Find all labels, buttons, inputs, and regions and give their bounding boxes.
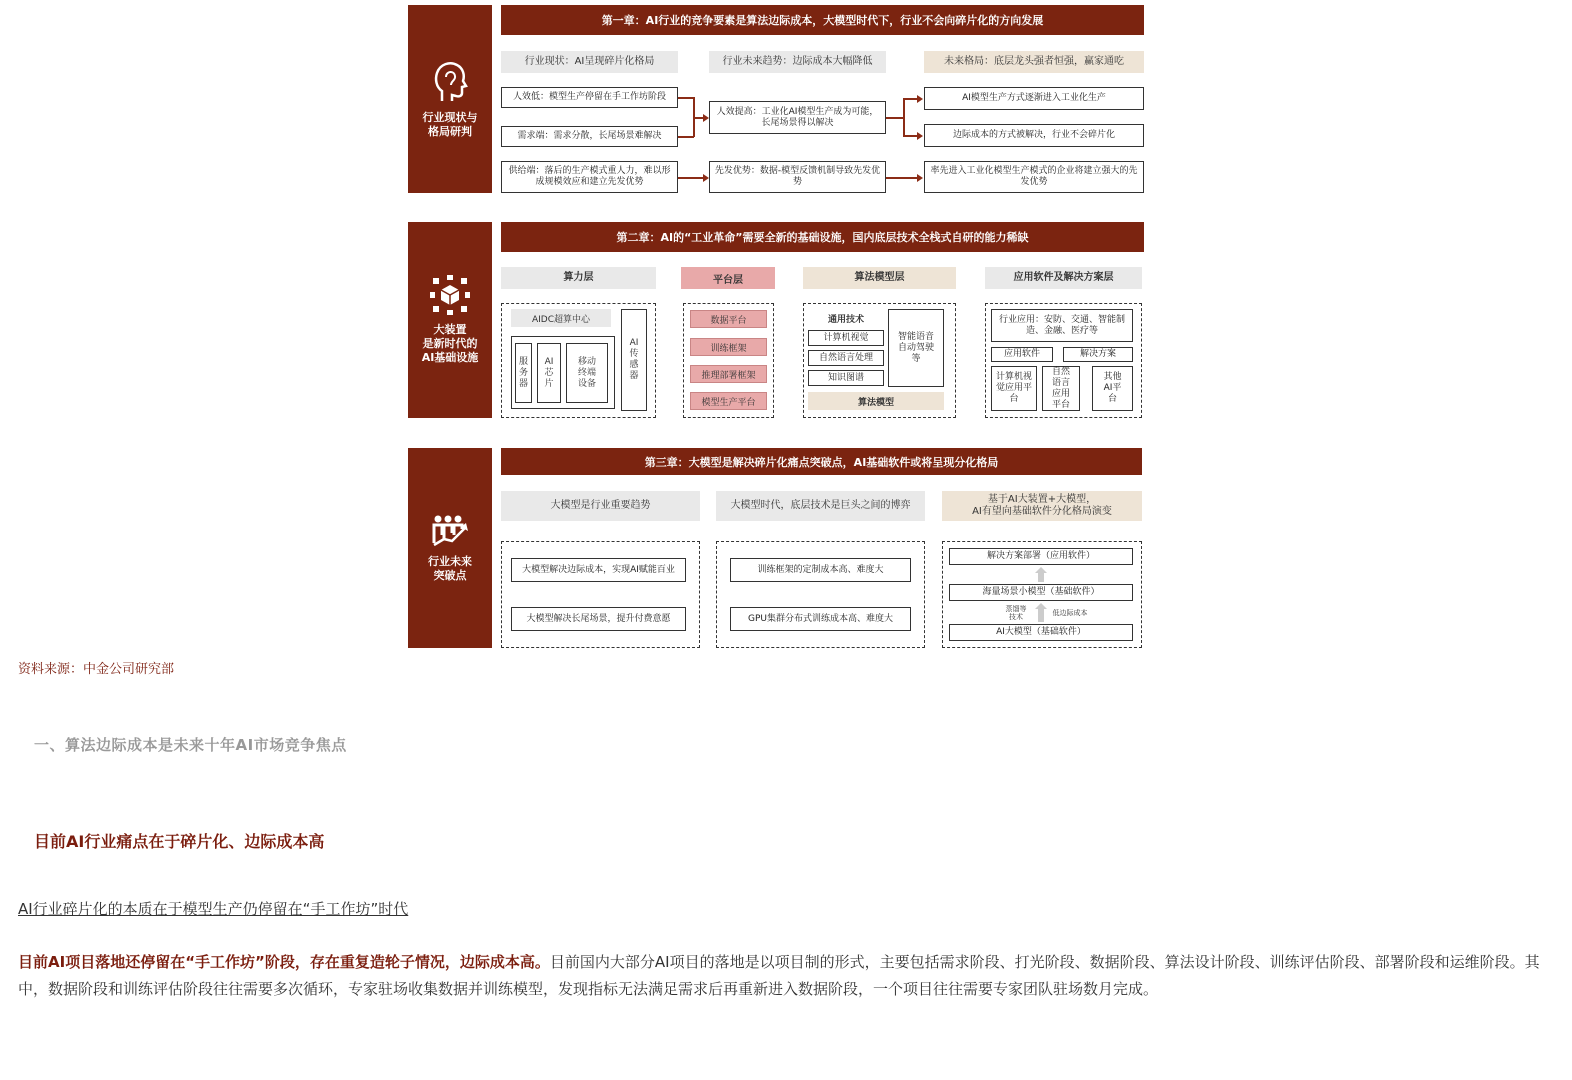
ch3-side-panel xyxy=(408,448,492,648)
ch1-left-box-3: 供给端：落后的生产模式重人力，难以形成规模效应和建立先发优势 xyxy=(501,161,678,193)
ch2-industry-box: 行业应用：安防、交通、智能制造、金融、医疗等 xyxy=(991,309,1133,342)
ch3-right-box-2: 海量场景小模型（基础软件） xyxy=(949,584,1133,601)
ch2-platform-item-3: 推理部署框架 xyxy=(690,365,767,383)
ch3-left-box-2: 大模型解决长尾场景，提升付费意愿 xyxy=(511,607,686,631)
ch2-algo-side-box: 智能语音自动驾驶等 xyxy=(888,309,944,387)
ch2-app-platform-2: 自然语言应用平台 xyxy=(1042,366,1080,411)
ch2-col-header-platform: 平台层 xyxy=(681,267,775,289)
ch3-col-header-3: 基于AI大装置+大模型， AI有望向基础软件分化格局演变 xyxy=(942,491,1142,521)
ch3-col-header-2: 大模型时代，底层技术是巨头之间的博弈 xyxy=(716,491,925,521)
ch1-right-box-3: 率先进入工业化模型生产模式的企业将建立强大的先发优势 xyxy=(924,161,1144,193)
ch2-general-tech-label: 通用技术 xyxy=(827,315,864,325)
paragraph-bold-lead: 目前AI项目落地还停留在“手工作坊”阶段，存在重复造轮子情况，边际成本高。 xyxy=(18,953,550,971)
ch2-app-platform-3: 其他AI平台 xyxy=(1092,366,1133,411)
ch2-server-box: 服务器 xyxy=(515,343,532,403)
ch3-col-header-1: 大模型是行业重要趋势 xyxy=(501,491,700,521)
ch2-chip-box: AI芯片 xyxy=(537,343,561,403)
ch2-algo-item-1: 计算机视觉 xyxy=(808,330,884,346)
pain-point-heading: 目前AI行业痛点在于碎片化、边际成本高 xyxy=(34,832,325,851)
ch2-app-platform-1: 计算机视觉应用平台 xyxy=(991,366,1037,411)
ch2-platform-item-4: 模型生产平台 xyxy=(690,392,767,410)
paragraph-body: 目前国内大部分AI项目的落地是以项目制的形式，主要包括需求阶段、打光阶段、数据阶段、算法设计阶段、训练评估阶段、部署阶段和运维阶段。其中，数据阶段和训练评估阶段往往需要多次循环，专家驻场收集数据并训练模型，发现指标无法满足需求后再重新进入数据阶段，一个项目往往需要专家团队驻场数月完成。 xyxy=(18,953,1540,998)
ch3-left-box-1: 大模型解决边际成本，实现AI赋能百业 xyxy=(511,558,686,582)
ch3-note-low-cost: 低边际成本 xyxy=(1052,609,1088,617)
ch3-note-distill: 蒸馏等 技术 xyxy=(1005,605,1027,621)
ch2-algo-item-2: 自然语言处理 xyxy=(808,350,884,366)
ch1-right-box-2: 边际成本的方式被解决，行业不会碎片化 xyxy=(924,124,1144,147)
network-cube-icon xyxy=(430,275,470,315)
underlined-statement: AI行业碎片化的本质在于模型生产仍停留在“手工作坊”时代 xyxy=(18,900,409,918)
ch1-title: 第一章：AI行业的竞争要素是算法边际成本，大模型时代下，行业不会向碎片化的方向发展 xyxy=(501,5,1144,35)
ch2-algo-item-3: 知识图谱 xyxy=(808,370,884,386)
ch2-solution-box: 解决方案 xyxy=(1063,347,1133,362)
ch2-col-header-algorithm: 算法模型层 xyxy=(803,267,956,289)
ch3-side-label: 行业未来 突破点 xyxy=(428,555,472,582)
ch2-title: 第二章：AI的“工业革命”需要全新的基础设施，国内底层技术全栈式自研的能力稀缺 xyxy=(501,222,1144,252)
ch3-mid-box-2: GPU集群分布式训练成本高、难度大 xyxy=(730,607,911,631)
ch1-left-box-2: 需求端：需求分散，长尾场景难解决 xyxy=(501,126,678,147)
people-growth-icon xyxy=(430,513,470,547)
ch1-left-box-1: 人效低：模型生产停留在手工作坊阶段 xyxy=(501,87,678,108)
ch1-right-box-1: AI模型生产方式逐渐进入工业化生产 xyxy=(924,87,1144,110)
ch3-right-box-1: 解决方案部署（应用软件） xyxy=(949,548,1133,565)
ch3-mid-box-1: 训练框架的定制成本高、难度大 xyxy=(730,558,911,582)
ch2-aidc-label: AIDC超算中心 xyxy=(511,309,611,327)
body-paragraph xyxy=(18,949,1552,1003)
ch2-platform-item-1: 数据平台 xyxy=(690,310,767,328)
ch2-platform-item-2: 训练框架 xyxy=(690,338,767,356)
ch2-col-header-application: 应用软件及解决方案层 xyxy=(985,267,1142,289)
ch1-side-panel xyxy=(408,5,492,193)
head-icon xyxy=(432,59,468,103)
ch1-col-header-2: 行业未来趋势：边际成本大幅降低 xyxy=(709,51,886,73)
ch3-right-box-3: AI大模型（基础软件） xyxy=(949,624,1133,641)
figure-source: 资料来源：中金公司研究部 xyxy=(18,662,175,677)
ch1-mid-box-1: 人效提高：工业化AI模型生产成为可能，长尾场景得以解决 xyxy=(709,101,886,134)
section-heading: 一、算法边际成本是未来十年AI市场竞争焦点 xyxy=(34,736,347,754)
ch1-col-header-1: 行业现状：AI呈现碎片化格局 xyxy=(501,51,678,73)
ch2-software-box: 应用软件 xyxy=(991,347,1053,362)
ch1-col-header-3: 未来格局：底层龙头强者恒强，赢家通吃 xyxy=(924,51,1144,73)
ch2-side-panel xyxy=(408,222,492,418)
ch2-algo-footer: 算法模型 xyxy=(808,392,944,410)
ch2-sensor-box: AI传感器 xyxy=(621,309,647,411)
ch1-side-label: 行业现状与 格局研判 xyxy=(422,111,478,138)
ch3-title: 第三章：大模型是解决碎片化痛点突破点，AI基础软件或将呈现分化格局 xyxy=(501,448,1142,475)
ch2-side-label: 大装置 是新时代的 AI基础设施 xyxy=(421,323,479,364)
ch2-col-header-compute: 算力层 xyxy=(501,267,656,289)
ch2-terminal-box: 移动终端设备 xyxy=(566,343,608,403)
ch1-mid-box-2: 先发优势：数据-模型反馈机制导致先发优势 xyxy=(709,161,886,193)
